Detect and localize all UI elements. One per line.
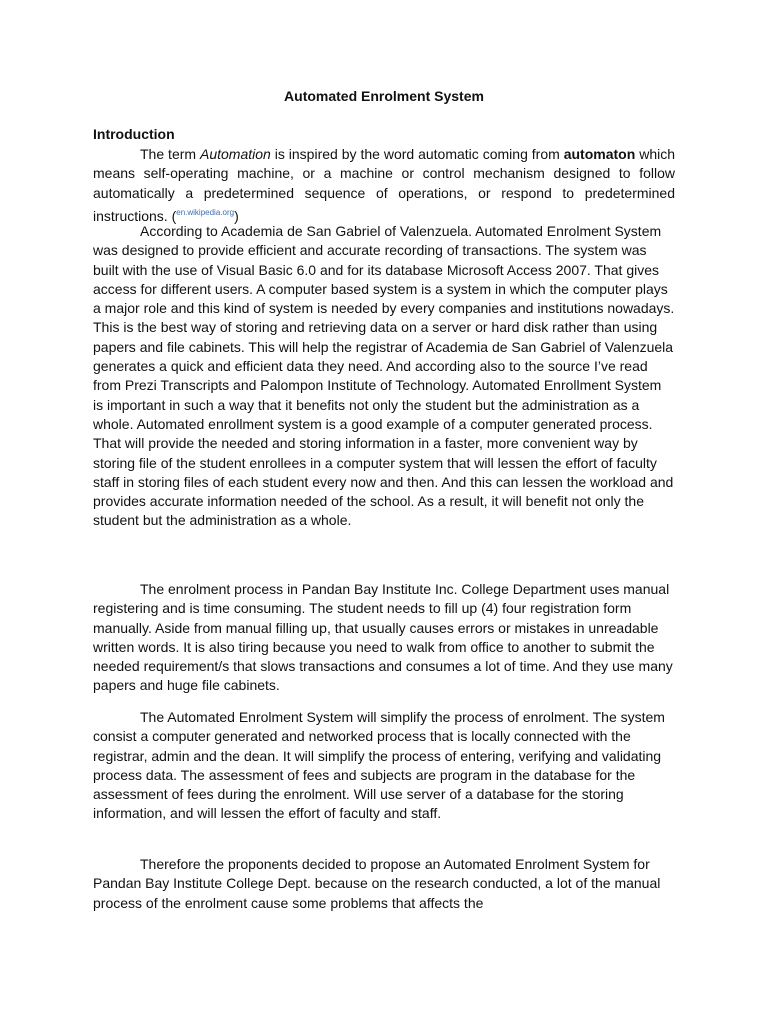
paragraph-text: The Automated Enrolment System will simplify the process of enrolment. The system consist a computer generated and networked process that is locally connected with the registrar, admin and the dean. It will simplify the process of entering, verifying and validating process data. The assessment of fees and subjects are program in the database for the assessment of fees during the enrolment. Will use server of a database for the storing information, and will lessen the effort of faculty and staff.: [93, 709, 665, 822]
p1-mid2: which means self-operating machine, or a machine or control mechanism designed to follow automatically a predetermined sequence of operations, or respond to predetermined instructions. (: [93, 146, 676, 224]
paragraph-proposed-system: [93, 708, 675, 824]
term-automation: Automation: [199, 146, 271, 162]
paragraph-proposal: [93, 855, 675, 913]
paragraph-automation-definition: [93, 145, 675, 226]
term-automaton: automaton: [563, 146, 636, 162]
paragraph-text: Therefore the proponents decided to propose an Automated Enrolment System for Pandan Bay Institute College Dept. because on the research conducted, a lot of the manual process of the enrolment cause some problems that affects the: [93, 856, 661, 911]
paragraph-current-process: [93, 580, 675, 696]
document-title: Automated Enrolment System: [284, 88, 484, 104]
paragraph-academia-background: [93, 222, 675, 531]
section-heading: Introduction: [93, 126, 175, 142]
citation-link[interactable]: en.wikipedia.org: [176, 207, 235, 217]
p1-mid1: is inspired by the word automatic coming from: [270, 146, 564, 162]
paragraph-text: The enrolment process in Pandan Bay Institute Inc. College Department uses manual registering and is time consuming. The student needs to fill up (4) four registration form manually. Aside from manual filling up, that usually causes errors or mistakes in unreadable written words. It is also tiring because you need to walk from office to another to submit the needed requirement/s that slows transactions and consumes a lot of time. And they use many papers and huge file cabinets.: [93, 581, 673, 694]
p1-lead: The term: [140, 146, 200, 162]
p1-close: ): [234, 207, 239, 224]
paragraph-text: According to Academia de San Gabriel of Valenzuela. Automated Enrolment System was designed to provide efficient and accurate recording of transactions. The system was built with the use of Visual Basic 6.0 and for its database Microsoft Access 2007. That gives access for different users. A computer based system is a system in which the computer plays a major role and this kind of system is needed by every companies and institutions nowadays. This is the best way of storing and retrieving data on a server or hard disk rather than using papers and file cabinets. This will help the registrar of Academia de San Gabriel of Valenzuela generates a quick and efficient data they need. And according also to the source I’ve read from Prezi Transcripts and Palompon Institute of Technology. Automated Enrollment System is important in such a way that it benefits not only the student but the administration as a whole. Automated enrollment system is a good example of a computer generated process. That will provide the needed and storing information in a faster, more convenient way by storing file of the student enrollees in a computer system that will lessen the effort of faculty staff in storing files of each student every now and then. And this can lessen the workload and provides accurate information needed of the school. As a result, it will benefit not only the student but the administration as a whole.: [93, 223, 675, 529]
